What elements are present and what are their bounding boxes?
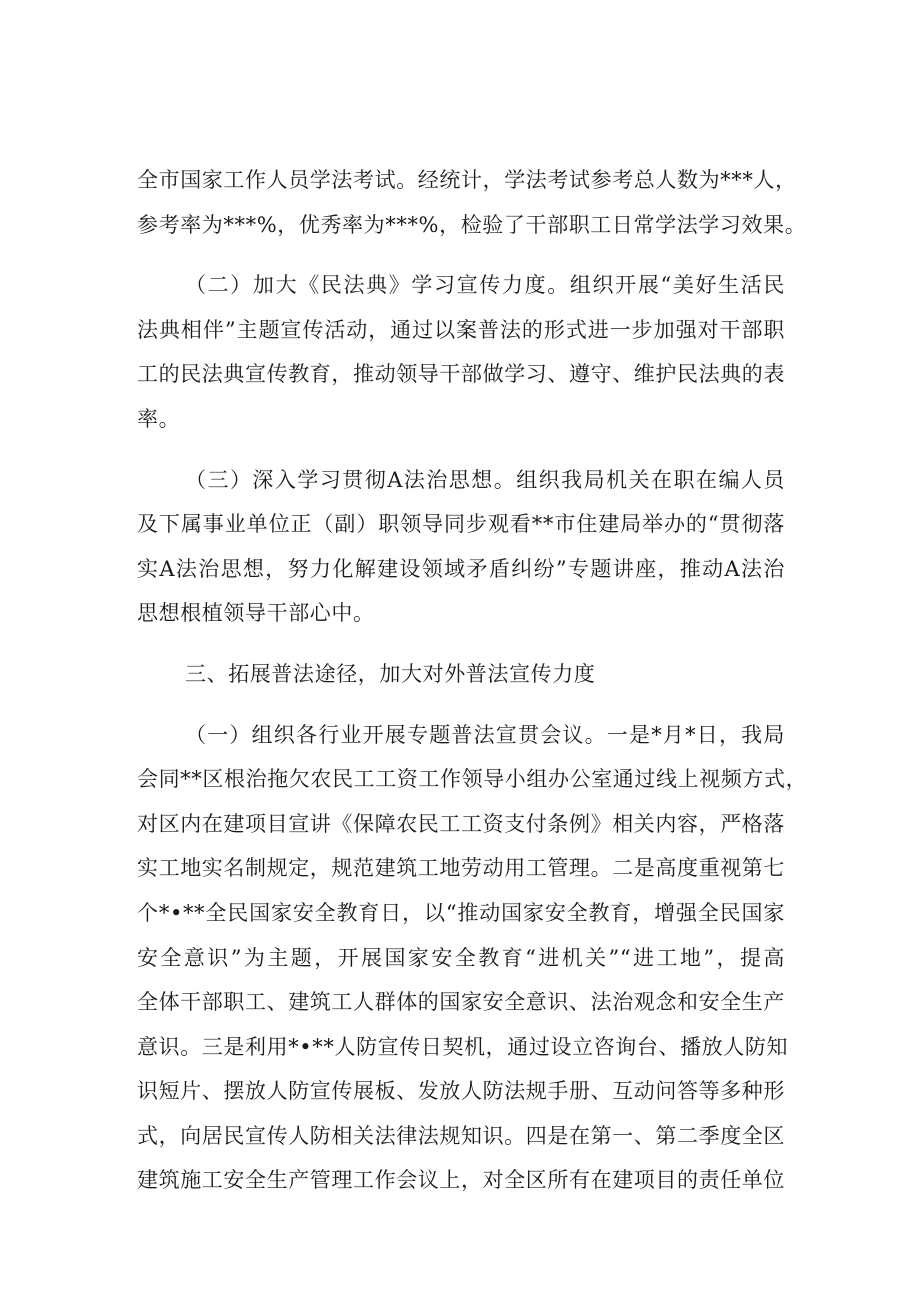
paragraph-gap [137, 636, 785, 652]
text-line: 会同**区根治拖欠农民工工资工作领导小组办公室通过线上视频方式， [137, 767, 808, 792]
text-line: 三、拓展普法途径，加大对外普法宣传力度 [185, 661, 596, 686]
text-line: （三）深入学习贯彻A法治思想。组织我局机关在职在编人员 [185, 467, 785, 492]
paragraph-gap [137, 697, 785, 713]
document-body [137, 158, 808, 1203]
text-line: 意识。三是利用*•**人防宣传日契机，通过设立咨询台、播放人防知 [137, 1034, 789, 1059]
text-line: 工的民法典宣传教育，推动领导干部做学习、遵守、维护民法典的表 [137, 362, 785, 387]
text-line: 个*•**全民国家安全教育日，以“推动国家安全教育，增强全民国家 [137, 900, 785, 925]
section-heading [137, 652, 785, 697]
text-line: 安全意识”为主题，开展国家安全教育“进机关”“进工地”，提高 [137, 945, 785, 970]
paragraph [137, 458, 785, 636]
text-line: （二）加大《民法典》学习宣传力度。组织开展“美好生活民 [185, 273, 785, 298]
text-line: 参考率为***%，优秀率为***%，检验了干部职工日常学法学习效果。 [137, 212, 807, 237]
paragraph-gap [137, 442, 785, 458]
text-line: 法典相伴”主题宣传活动，通过以案普法的形式进一步加强对干部职 [137, 317, 785, 342]
paragraph [137, 263, 785, 441]
paragraph [137, 158, 807, 247]
paragraph [137, 713, 808, 1204]
text-line: 建筑施工安全生产管理工作会议上，对全区所有在建项目的责任单位 [137, 1168, 785, 1193]
text-line: 及下属事业单位正（副）职领导同步观看**市住建局举办的“贯彻落 [137, 512, 785, 537]
text-line: 式，向居民宣传人防相关法律法规知识。四是在第一、第二季度全区 [137, 1123, 785, 1148]
text-line: 思想根植领导干部心中。 [137, 601, 375, 626]
text-line: 实A法治思想，努力化解建设领域矛盾纠纷”专题讲座，推动A法治 [137, 556, 785, 581]
text-line: 识短片、摆放人防宣传展板、发放人防法规手册、互动问答等多种形 [137, 1079, 785, 1104]
text-line: （一）组织各行业开展专题普法宣贯会议。一是*月*日，我局 [185, 722, 785, 747]
text-line: 全市国家工作人员学法考试。经统计，学法考试参考总人数为***人， [137, 168, 797, 192]
text-line: 率。 [137, 406, 181, 431]
text-line: 全体干部职工、建筑工人群体的国家安全意识、法治观念和安全生产 [137, 990, 785, 1015]
paragraph-gap [137, 247, 785, 263]
text-line: 对区内在建项目宣讲《保障农民工工资支付条例》相关内容，严格落 [137, 811, 785, 836]
text-line: 实工地实名制规定，规范建筑工地劳动用工管理。二是高度重视第七 [137, 856, 785, 881]
